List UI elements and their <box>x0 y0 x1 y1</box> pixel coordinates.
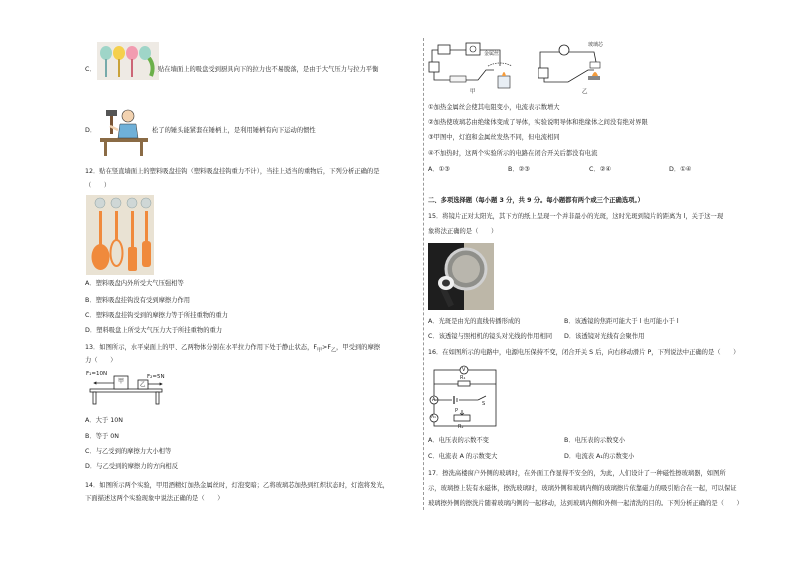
section-2-title: 二、多项选择题（每小题 3 分，共 9 分。每小题都有两个或三个正确选项。） <box>428 197 644 204</box>
q16-ammeter-a-label: A <box>432 397 436 403</box>
hammer-illustration <box>96 108 152 158</box>
q12-option-b: B．塑料吸盘挂钩没有受到摩擦力作用 <box>85 297 191 304</box>
q12-stem-line2: （ ） <box>85 182 111 189</box>
q15-option-d: D．该透镜对光线有会聚作用 <box>564 333 645 340</box>
q13-stem-sub-yi: 乙 <box>330 347 336 354</box>
q13-stem-part2: >F <box>322 344 331 351</box>
q14-metal-wire-label: 金属丝 <box>484 51 500 57</box>
q16-switch-label: S <box>482 401 486 407</box>
q14-figure-jia-caption: 甲 <box>470 89 476 95</box>
q15-stem-line2: 象将法正确的是（ ） <box>428 228 498 235</box>
q12-option-c: C．塑料吸盘挂钩受到的摩擦力等于所挂重物的重力 <box>85 312 228 319</box>
q13-stem-part3: ，甲受到的摩擦 <box>335 344 381 351</box>
q13-f1-label: F₁=10N <box>86 371 108 377</box>
q14-figure-yi-caption: 乙 <box>582 89 588 95</box>
q13-block-jia: 甲 <box>118 378 125 385</box>
q15-option-c: C．该透镜与照相机的镜头对光线的作用相同 <box>428 333 553 340</box>
suction-hooks-image <box>97 42 159 80</box>
magnifier-image <box>428 243 494 310</box>
q16-ammeter-a1-label: A₁ <box>431 415 436 420</box>
q13-figure <box>86 366 166 406</box>
q14-statement-2: ②加热使玻璃芯由绝缘体变成了导体，实验说明导体和绝缘体之间没有绝对界限 <box>428 119 648 126</box>
q14-figure-jia <box>428 40 532 96</box>
q13-f2-label: F₂=5N <box>147 374 165 380</box>
q16-circuit-figure <box>428 362 502 434</box>
q13-option-d: D．与乙受到的摩擦力的方向相反 <box>85 463 179 470</box>
q14-circuit-jia-diagram <box>428 40 532 96</box>
q15-option-a: A．光斑是由光的直线传播形成的 <box>428 318 521 325</box>
hammer-person-image <box>96 108 152 158</box>
kitchen-utensils-image <box>86 195 154 275</box>
q16-stem: 16．在如图所示的电路中，电源电压保持不变，闭合开关 S 后，向右移动滑片 P，下列说法中正确的是（ ） <box>428 349 740 356</box>
q11-option-d-label: D． <box>85 127 97 134</box>
q14-option-c: C．②④ <box>589 166 611 173</box>
q17-stem-line1: 17．擦洗高楼窗户外侧的玻璃时，在外面工作显得不安全的，为此，人们设计了一种磁性擦玻璃器，如图所 <box>428 470 726 477</box>
q14-statement-3: ③甲图中，灯泡和金属丝发热不同，但电流相同 <box>428 134 560 141</box>
q13-option-b: B．等于 0N <box>85 433 119 440</box>
q14-stem-line1: 14．如图所示两个实验，甲用酒精灯加热金属丝时，灯泡变暗；乙将玻璃芯加热到红炽状态时，灯泡将发光， <box>85 482 389 489</box>
q16-voltmeter-label: V <box>462 367 466 373</box>
q11-option-c-text: 贴在墙面上的吸盘受到厨具向下的拉力也不易脱落，是由于大气压力与拉力平衡 <box>158 66 379 73</box>
q12-option-d: D．塑料吸盘上所受大气压力大于所挂重物的重力 <box>85 327 223 334</box>
kitchen-utensils-photo <box>86 195 154 275</box>
q11-option-c-label: C． <box>85 66 96 73</box>
q12-option-a: A．塑料吸盘内外所受大气压强相等 <box>85 280 184 287</box>
q11-option-d-text: 松了的锤头能紧套在锤柄上，是利用锤柄有向下运动的惯性 <box>152 127 316 134</box>
q14-option-b: B．②③ <box>508 166 530 173</box>
magnifier-photo <box>428 243 494 310</box>
suction-hooks-photo <box>97 42 159 80</box>
q17-stem-line2: 示，玻璃擦上装有永磁体，擦洗玻璃时，玻璃外侧和玻璃内侧的玻璃擦片依靠磁力的吸引贴合在一起，可以保证 <box>428 485 737 492</box>
q13-block-yi: 乙 <box>140 382 146 388</box>
q14-statement-4: ④不加热时，这两个实验所示的电路在闭合开关后都没有电流 <box>428 150 598 157</box>
q15-stem-line1: 15．将镜片正对太阳光，其下方的纸上呈现一个并非最小的光斑，这时光斑到镜片的距离为 l，关于这一现 <box>428 213 724 220</box>
q14-option-a: A．①③ <box>428 166 450 173</box>
q16-option-d: D．电流表 A₁的示数变小 <box>564 453 635 460</box>
q16-r1-label: R₁ <box>460 375 466 381</box>
q17-stem-line3: 玻璃擦外侧的擦洗片随着玻璃内侧的一起移动，达到玻璃内侧和外侧一起清洗的目的。下列分析正确的是（ ） <box>428 500 743 507</box>
q13-stem-line2: 力（ ） <box>85 357 117 364</box>
q13-stem-sub-jia: 甲 <box>317 347 323 354</box>
q13-option-c: C．与乙受到的摩擦力大小相等 <box>85 448 172 455</box>
q14-option-d: D．①④ <box>669 166 692 173</box>
q13-stem-part1: 13．如图所示，水平桌面上的甲、乙两物体分别在水平拉力作用下处于静止状态，F <box>85 344 318 351</box>
q16-option-c: C．电流表 A 的示数变大 <box>428 453 498 460</box>
q14-figure-yi <box>538 40 618 96</box>
q14-stem-line2: 下面描述这两个实验现象中说法正确的是（ ） <box>85 495 224 502</box>
q13-stem-line1 <box>85 344 380 354</box>
q16-r2-label: R₂ <box>458 424 464 430</box>
q14-glass-core-label: 玻璃芯 <box>588 42 604 48</box>
q12-stem-line1: 12．贴在竖直墙面上的塑料吸盘挂钩（塑料吸盘挂钩重力不计），当挂上适当的重物后，下列分析正确的是 <box>85 168 380 175</box>
q13-option-a: A．大于 10N <box>85 417 123 424</box>
q16-option-a: A．电压表的示数不变 <box>428 437 489 444</box>
q14-statement-1: ①加热金属丝会使其电阻变小，电流表示数增大 <box>428 104 560 111</box>
q15-option-b: B．该透镜的焦距可能大于 l 也可能小于 l <box>564 318 679 325</box>
column-divider <box>423 38 424 510</box>
q16-option-b: B．电压表的示数变小 <box>564 437 625 444</box>
q16-slider-p-label: P <box>455 408 459 414</box>
q14-circuit-yi-diagram <box>538 40 618 96</box>
